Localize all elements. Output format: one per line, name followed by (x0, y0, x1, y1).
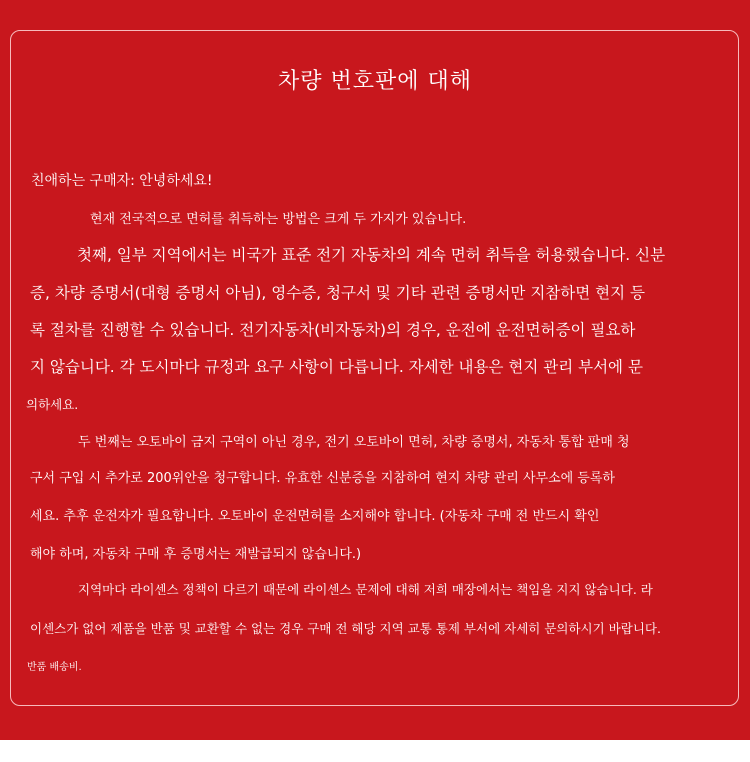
paragraph-2-line-4: 지 않습니다. 각 도시마다 규정과 요구 사항이 다릅니다. 자세한 내용은 현지 관리 부서에 문 (30, 358, 643, 376)
page-title: 차량 번호판에 대해 (277, 69, 472, 94)
paragraph-3-line-4: 해야 하며, 자동차 구매 후 증명서는 재발급되지 않습니다.) (30, 547, 362, 562)
greeting-line: 친애하는 구매자: 안녕하세요! (31, 173, 213, 189)
footnote: 반품 배송비. (27, 662, 82, 673)
paragraph-3-line-3: 세요. 추후 운전자가 필요합니다. 오토바이 운전면허를 소지해야 합니다. (자동차 구매 전 반드시 확인 (30, 509, 600, 524)
paragraph-2-line-5: 의하세요. (26, 397, 79, 412)
paragraph-2-line-1: 첫째, 일부 지역에서는 비국가 표준 전기 자동차의 계속 면허 취득을 허용했습니다. 신분 (77, 246, 666, 264)
paragraph-3-line-1: 두 번째는 오토바이 금지 구역이 아닌 경우, 전기 오토바이 면허, 차량 증명서, 자동차 통합 판매 청 (78, 435, 630, 450)
paragraph-4-line-1: 지역마다 라이센스 정책이 다르기 때문에 라이센스 문제에 대해 저희 매장에서는 책임을 지지 않습니다. 라 (78, 582, 653, 597)
paragraph-3-line-2: 구서 구입 시 추가로 200위안을 청구합니다. 유효한 신분증을 지참하여 현지 차량 관리 사무소에 등록하 (30, 471, 615, 486)
paragraph-2-line-2: 증, 차량 증명서(대형 증명서 아님), 영수증, 청구서 및 기타 관련 증명서만 지참하면 현지 등 (30, 284, 645, 302)
paragraph-1-line-1: 현재 전국적으로 면허를 취득하는 방법은 크게 두 가지가 있습니다. (90, 212, 467, 227)
paragraph-4-line-2: 이센스가 없어 제품을 반품 및 교환할 수 없는 경우 구매 전 해당 지역 교통 통제 부서에 자세히 문의하시기 바랍니다. (30, 621, 661, 636)
paragraph-2-line-3: 록 절차를 진행할 수 있습니다. 전기자동차(비자동차)의 경우, 운전에 운전면허증이 필요하 (30, 321, 636, 339)
